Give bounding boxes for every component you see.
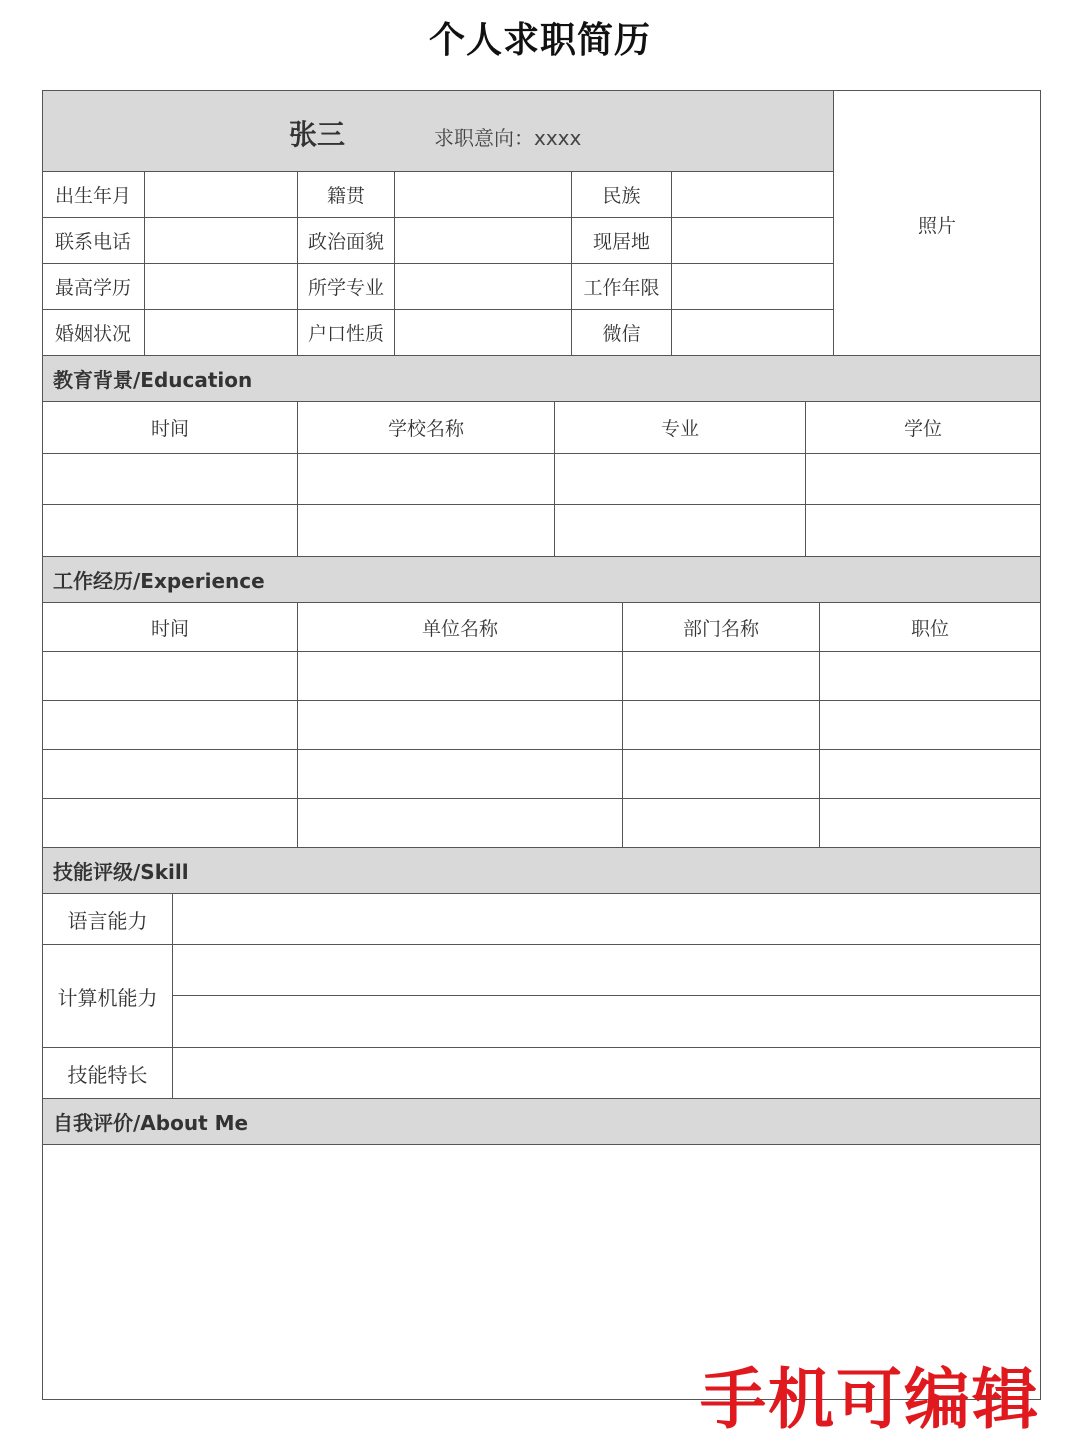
label-ethnicity: 民族	[602, 185, 641, 207]
skill-computer-value[interactable]	[173, 945, 1040, 995]
photo-placeholder[interactable]: 照片	[917, 214, 956, 237]
exp-row[interactable]	[43, 799, 1040, 847]
value-education-level[interactable]	[145, 264, 297, 309]
label-education-level: 最高学历	[55, 277, 132, 299]
section-skills: 技能评级/Skill	[43, 848, 1040, 893]
section-experience: 工作经历/Experience	[43, 557, 1040, 602]
skill-language-label: 语言能力	[67, 908, 148, 933]
label-major: 所学专业	[307, 277, 384, 299]
page-title: 个人求职简历	[428, 20, 651, 61]
job-intent-value[interactable]: xxxx	[534, 126, 582, 150]
label-work-years: 工作年限	[583, 277, 660, 299]
exp-col-company: 单位名称	[421, 617, 498, 640]
label-marital-status: 婚姻状况	[55, 323, 132, 345]
edu-col-time: 时间	[150, 418, 189, 440]
exp-row[interactable]	[43, 652, 1040, 700]
edu-row[interactable]	[43, 505, 1040, 556]
edu-col-degree: 学位	[903, 418, 942, 440]
value-hukou[interactable]	[395, 310, 571, 355]
exp-col-position: 职位	[910, 617, 949, 640]
label-wechat: 微信	[602, 323, 641, 345]
exp-col-time: 时间	[150, 617, 189, 640]
skill-specialty-label: 技能特长	[67, 1062, 148, 1087]
value-ethnicity[interactable]	[672, 172, 833, 217]
label-phone: 联系电话	[55, 231, 132, 253]
job-intent-label: 求职意向：	[434, 126, 534, 150]
value-birth[interactable]	[145, 172, 297, 217]
label-native-place: 籍贯	[326, 185, 365, 207]
label-hukou: 户口性质	[307, 323, 384, 345]
value-work-years[interactable]	[672, 264, 833, 309]
exp-row[interactable]	[43, 750, 1040, 798]
skill-specialty-value[interactable]	[173, 1048, 1040, 1098]
skill-computer-value[interactable]	[173, 996, 1040, 1047]
editable-watermark: 手机可编辑	[700, 1360, 1040, 1438]
edu-col-school: 学校名称	[387, 418, 464, 440]
value-marital-status[interactable]	[145, 310, 297, 355]
resume-table	[42, 90, 1041, 1400]
label-birth: 出生年月	[55, 185, 132, 207]
value-residence[interactable]	[672, 218, 833, 263]
skill-language-value[interactable]	[173, 894, 1040, 944]
edu-col-major: 专业	[660, 418, 699, 440]
exp-col-department: 部门名称	[682, 617, 759, 640]
section-education: 教育背景/Education	[43, 356, 1040, 401]
value-phone[interactable]	[145, 218, 297, 263]
value-major[interactable]	[395, 264, 571, 309]
label-residence: 现居地	[592, 231, 650, 253]
value-native-place[interactable]	[395, 172, 571, 217]
exp-row[interactable]	[43, 701, 1040, 749]
candidate-name[interactable]: 张三	[289, 118, 346, 151]
label-political-status: 政治面貌	[307, 231, 384, 253]
section-about: 自我评价/About Me	[43, 1099, 1040, 1144]
skill-computer-label: 计算机能力	[57, 985, 158, 1010]
value-wechat[interactable]	[672, 310, 833, 355]
value-political-status[interactable]	[395, 218, 571, 263]
edu-row[interactable]	[43, 454, 1040, 504]
job-intent[interactable]	[434, 122, 581, 151]
